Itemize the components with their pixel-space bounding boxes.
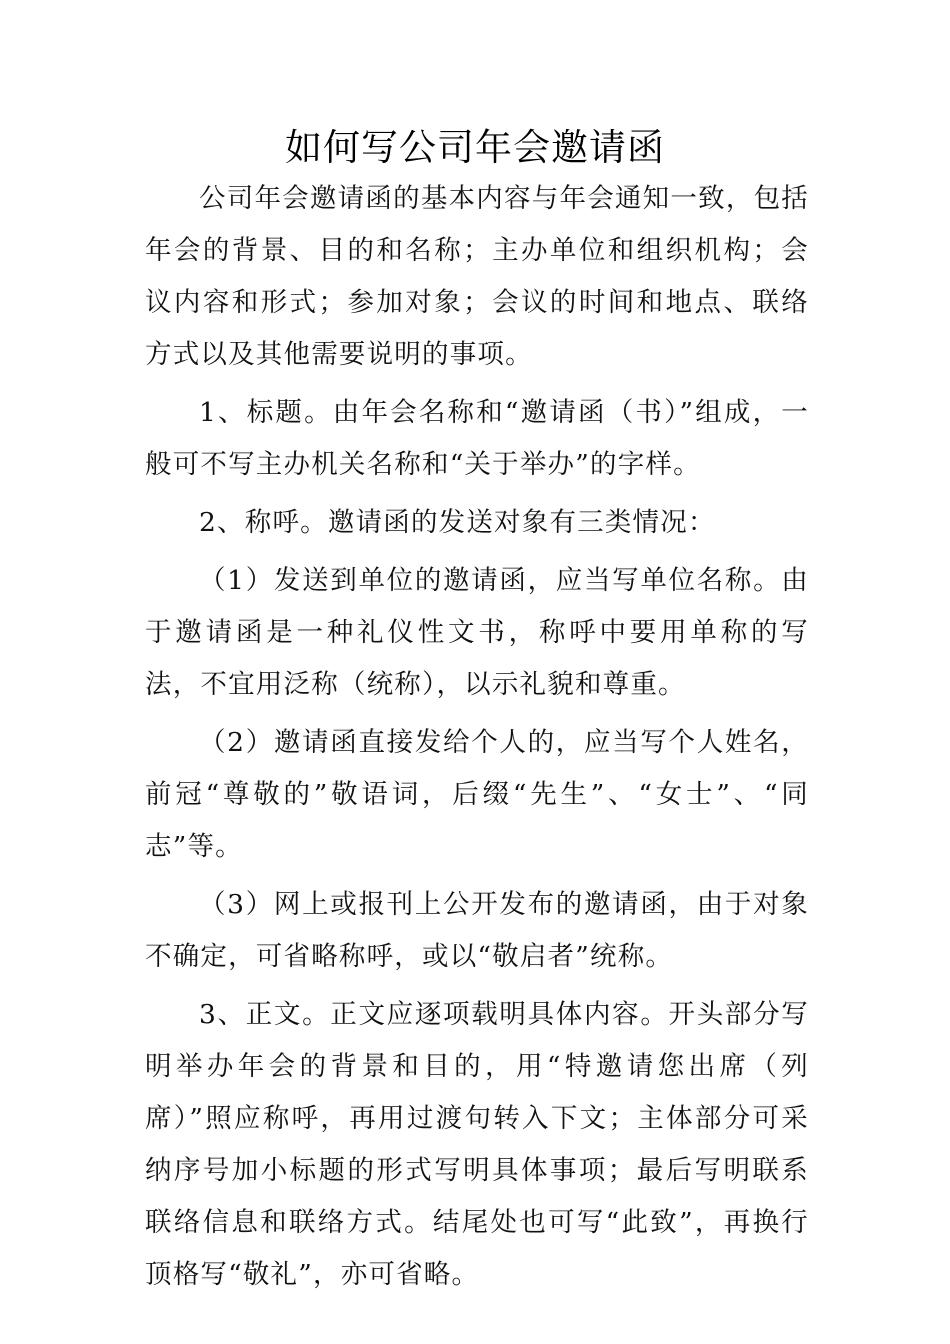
paragraph-title-section: 1、标题。由年会名称和“邀请函（书）”组成，一般可不写主办机关名称和“关于举办”的字样。: [145, 397, 809, 480]
paragraph-salutation-section: 2、称呼。邀请函的发送对象有三类情况：: [199, 507, 716, 538]
paragraph-intro: 公司年会邀请函的基本内容与年会通知一致，包括年会的背景、目的和名称；主办单位和组织机构；会议内容和形式；参加对象；会议的时间和地点、联络方式以及其他需要说明的事项。: [145, 183, 809, 370]
paragraph-body-section: 3、正文。正文应逐项载明具体内容。开头部分写明举办年会的背景和目的，用“特邀请您出席（列席）”照应称呼，再用过渡句转入下文；主体部分可采纳序号加小标题的形式写明具体事项；最后写明联系联络信息和联络方式。结尾处也可写“此致”，再换行顶格写“敬礼”，亦可省略。: [145, 999, 809, 1290]
paragraph-salutation-item-3: （3）网上或报刊上公开发布的邀请函，由于对象不确定，可省略称呼，或以“敬启者”统称。: [145, 889, 809, 972]
document-body: [145, 173, 809, 1307]
document-title: 如何写公司年会邀请函: [285, 126, 665, 169]
paragraph-salutation-item-1: （1）发送到单位的邀请函，应当写单位名称。由于邀请函是一种礼仪性文书，称呼中要用单称的写法，不宜用泛称（统称），以示礼貌和尊重。: [145, 565, 809, 700]
paragraph-salutation-item-2: （2）邀请函直接发给个人的，应当写个人姓名，前冠“尊敬的”敬语词，后缀“先生”、“女士”、“同志”等。: [145, 727, 809, 862]
